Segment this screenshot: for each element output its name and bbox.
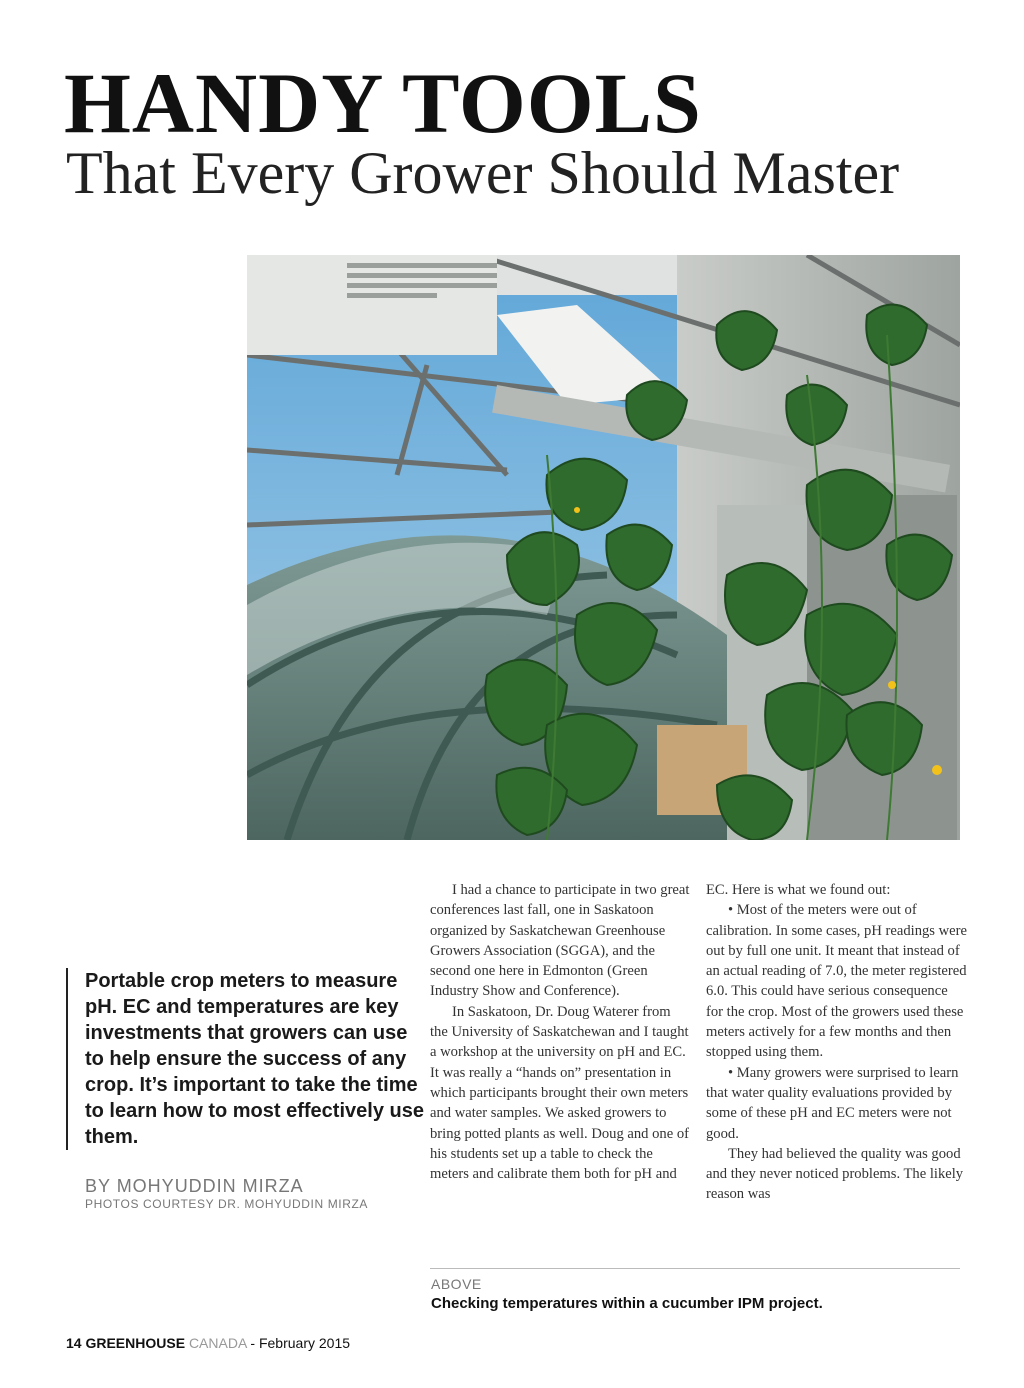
body-paragraph: They had believed the quality was good and they never noticed problems. The likely reason was bbox=[706, 1145, 964, 1203]
body-paragraph: I had a chance to participate in two great conferences last fall, one in Saskatoon organized by Saskatchewan Greenhouse Growers Association (SGGA), and the second one here in Edmonton (Green Industry Show and Conference). bbox=[430, 882, 690, 1000]
body-paragraph: In Saskatoon, Dr. Doug Waterer from the University of Saskatchewan and I taught a workshop at the university on pH and EC. It was really a “hands on” presentation in which participants brought their own meters and water samples. We asked growers to bring potted plants as well. Doug and one of his students set up a table to check the meters and calibrate them both for pH and bbox=[430, 1003, 689, 1183]
pull-quote-text: Portable crop meters to measure pH. EC and temperatures are key investments that growers can use to help ensure the success of any crop. It’s important to take the time to learn how to most effectively use them. bbox=[85, 970, 424, 1148]
magazine-name: GREENHOUSE bbox=[85, 1335, 186, 1351]
caption-label: ABOVE bbox=[431, 1276, 482, 1292]
article-title: HANDY TOOLS bbox=[64, 55, 702, 151]
caption-text: Checking temperatures within a cucumber IPM project. bbox=[431, 1295, 823, 1312]
bullet-paragraph: • Most of the meters were out of calibration. In some cases, pH readings were out by full one unit. It meant that instead of an actual reading of 7.0, the meter registered 6.0. This could have serious consequence for the crop. Most of the growers used these meters actively for a few months and then stopped using them. bbox=[706, 902, 967, 1061]
photo-credit: PHOTOS COURTESY DR. MOHYUDDIN MIRZA bbox=[85, 1197, 369, 1211]
bullet-paragraph: • Many growers were surprised to learn that water quality evaluations provided by some of these pH and EC meters were not good. bbox=[706, 1064, 959, 1142]
body-column-2 bbox=[706, 880, 968, 1205]
byline bbox=[85, 1176, 368, 1212]
page-number: 14 bbox=[66, 1335, 82, 1351]
byline-author: BY MOHYUDDIN MIRZA bbox=[85, 1176, 304, 1196]
pull-quote bbox=[66, 968, 425, 1150]
body-paragraph: EC. Here is what we found out: bbox=[706, 882, 891, 898]
magazine-name-light: CANADA bbox=[188, 1335, 247, 1351]
cucumber-greenhouse-photo bbox=[247, 255, 960, 840]
issue-date: - February 2015 bbox=[246, 1335, 351, 1351]
body-column-1 bbox=[430, 880, 692, 1184]
caption-divider bbox=[430, 1268, 960, 1269]
article-subtitle: That Every Grower Should Master bbox=[66, 140, 900, 206]
page-footer bbox=[66, 1335, 350, 1351]
